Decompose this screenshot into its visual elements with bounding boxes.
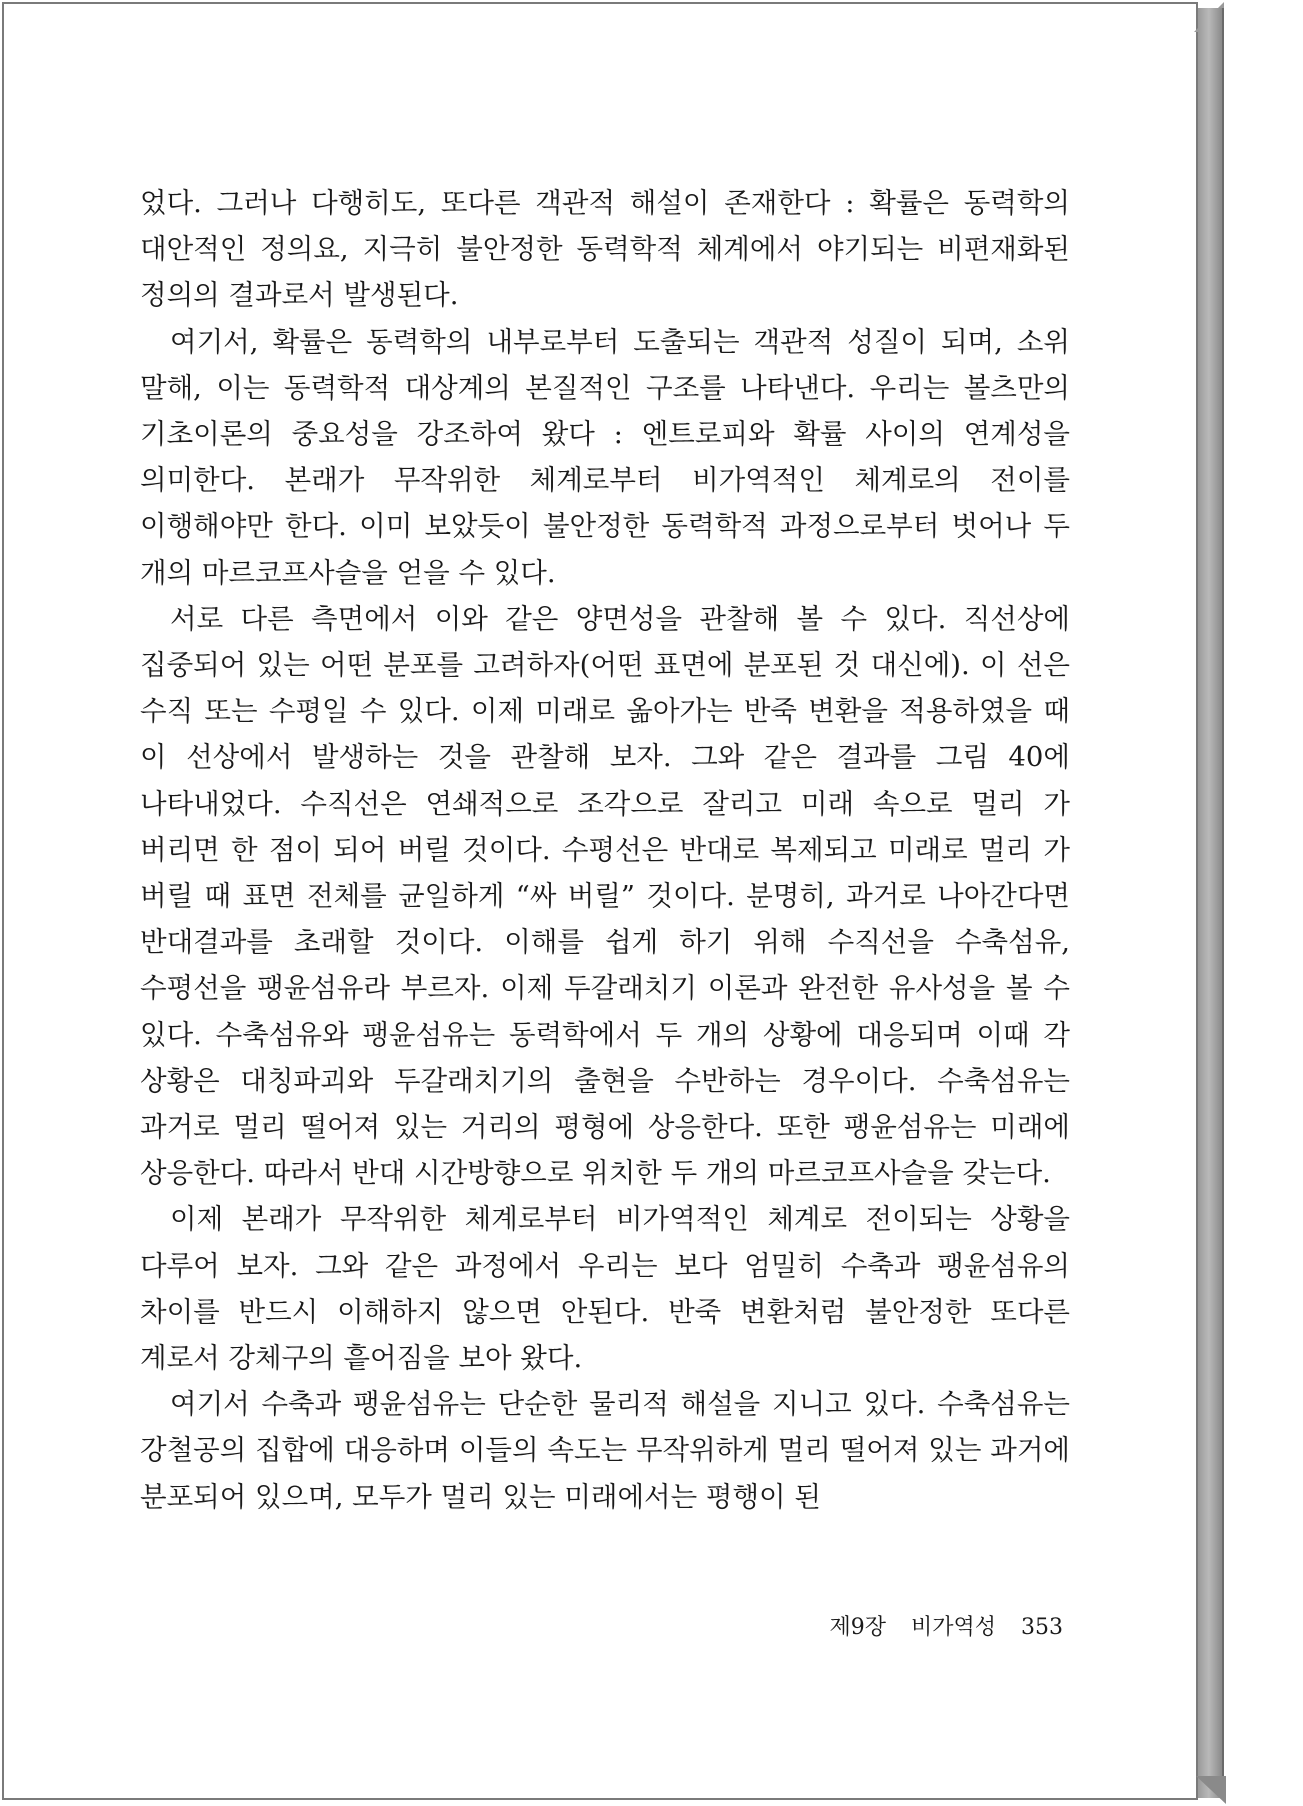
page-footer [829,1610,1063,1641]
paragraph-4: 이제 본래가 무작위한 체계로부터 비가역적인 체계로 전이되는 상황을 다루어 보자. 그와 같은 과정에서 우리는 보다 엄밀히 수축과 팽윤섬유의 차이를 반드시 이해하지 않으면 안된다. 반죽 변환처럼 불안정한 또다른 계로서 강체구의 흩어짐을 보아 왔다. [140,1203,1070,1375]
page-edge [1198,8,1224,1798]
body-text [140,180,1070,1520]
paragraph-3: 서로 다른 측면에서 이와 같은 양면성을 관찰해 볼 수 있다. 직선상에 집중되어 있는 어떤 분포를 고려하자(어떤 표면에 분포된 것 대신에). 이 선은 수직 또는 수평일 수 있다. 이제 미래로 옮아가는 반죽 변환을 적용하였을 때 이 선상에서 발생하는 것을 관찰해 보자. 그와 같은 결과를 그림 40에 나타내었다. 수직선은 연쇄적으로 조각으로 잘리고 미래 속으로 멀리 가 버리면 한 점이 되어 버릴 것이다. 수평선은 반대로 복제되고 미래로 멀리 가 버릴 때 표면 전체를 균일하게 “싸 버릴” 것이다. 분명히, 과거로 나아간다면 반대결과를 초래할 것이다. 이해를 쉽게 하기 위해 수직선을 수축섬유, 수평선을 팽윤섬유라 부르자. 이제 두갈래치기 이론과 완전한 유사성을 볼 수 있다. 수축섬유와 팽윤섬유는 동력학에서 두 개의 상황에 대응되며 이때 각 상황은 대칭파괴와 두갈래치기의 출현을 수반하는 경우이다. 수축섬유는 과거로 멀리 떨어져 있는 거리의 평형에 상응한다. 또한 팽윤섬유는 미래에 상응한다. 따라서 반대 시간방향으로 위치한 두 개의 마르코프사슬을 갖는다. [140,602,1070,1190]
page-number: 353 [1021,1615,1063,1640]
paragraph-5: 여기서 수축과 팽윤섬유는 단순한 물리적 해설을 지니고 있다. 수축섬유는 강철공의 집합에 대응하며 이들의 속도는 무작위하게 멀리 떨어져 있는 과거에 분포되어 있으며, 모두가 멀리 있는 미래에서는 평행이 된 [140,1388,1070,1513]
paragraph-2: 여기서, 확률은 동력학의 내부로부터 도출되는 객관적 성질이 되며, 소위 말해, 이는 동력학적 대상계의 본질적인 구조를 나타낸다. 우리는 볼츠만의 기초이론의 중요성을 강조하여 왔다 : 엔트로피와 확률 사이의 연계성을 의미한다. 본래가 무작위한 체계로부터 비가역적인 체계로의 전이를 이행해야만 한다. 이미 보았듯이 불안정한 동력학적 과정으로부터 벗어나 두 개의 마르코프사슬을 얻을 수 있다. [140,325,1070,589]
footer-chapter-title: 비가역성 [910,1615,996,1640]
footer-chapter: 제9장 [829,1615,886,1640]
paragraph-1: 었다. 그러나 다행히도, 또다른 객관적 해설이 존재한다 : 확률은 동력학의 대안적인 정의요, 지극히 불안정한 동력학적 체계에서 야기되는 비편재화된 정의의 결과로서 발생된다. [140,187,1070,312]
page-edge-bottom [1196,1776,1226,1804]
